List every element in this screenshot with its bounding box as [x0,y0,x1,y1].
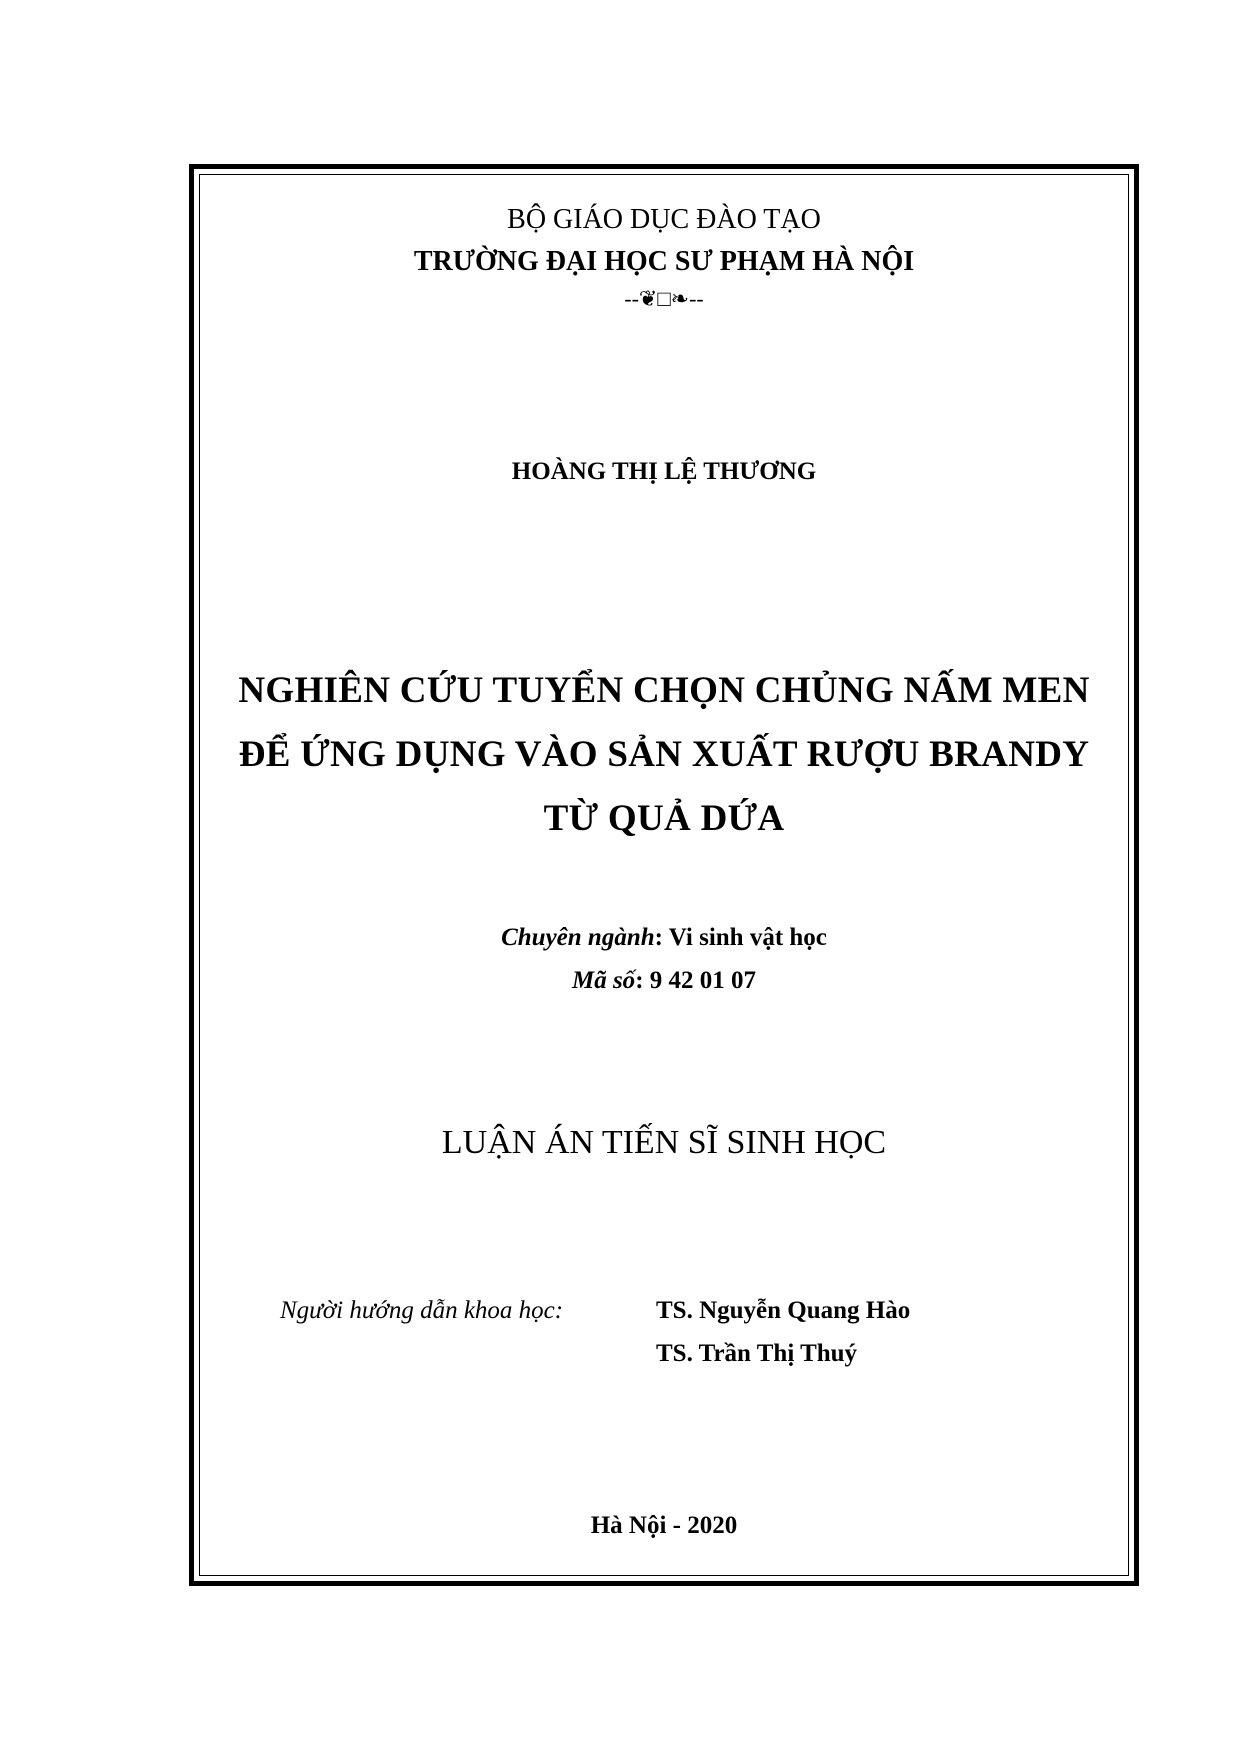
thesis-title-line-1: NGHIÊN CỨU TUYỂN CHỌN CHỦNG NẤM MEN [238,670,1090,711]
thesis-title-line-2: ĐỂ ỨNG DỤNG VÀO SẢN XUẤT RƯỢU BRANDY [238,734,1090,775]
specialization-separator: : [654,924,669,951]
advisor-name-2: TS. Trần Thị Thuý [656,1340,858,1367]
specialization-value: Vi sinh vật học [668,924,827,951]
author-name: HOÀNG THỊ LỆ THƯƠNG [511,458,817,485]
degree-title: LUẬN ÁN TIẾN SĨ SINH HỌC [441,1124,887,1161]
code-label: Mã số [571,967,636,994]
advisor-label-line [280,1297,563,1325]
advisor-label-colon: : [554,1297,564,1324]
ornament-divider: --❦□❧-- [624,286,704,311]
specialization-label: Chuyên ngành [501,924,655,951]
advisor-label: Người hướng dẫn khoa học [280,1297,555,1324]
university-name: TRƯỜNG ĐẠI HỌC SƯ PHẠM HÀ NỘI [413,246,915,277]
code-line [199,967,1129,995]
place-date: Hà Nội - 2020 [590,1512,738,1539]
code-separator: : [635,967,650,994]
specialization-line [199,924,1129,952]
advisor-name-1: TS. Nguyễn Quang Hào [656,1297,911,1324]
thesis-title-line-3: TỪ QUẢ DỨA [543,798,785,839]
ministry-name: BỘ GIÁO DỤC ĐÀO TẠO [507,204,821,235]
code-value: 9 42 01 07 [649,967,757,994]
